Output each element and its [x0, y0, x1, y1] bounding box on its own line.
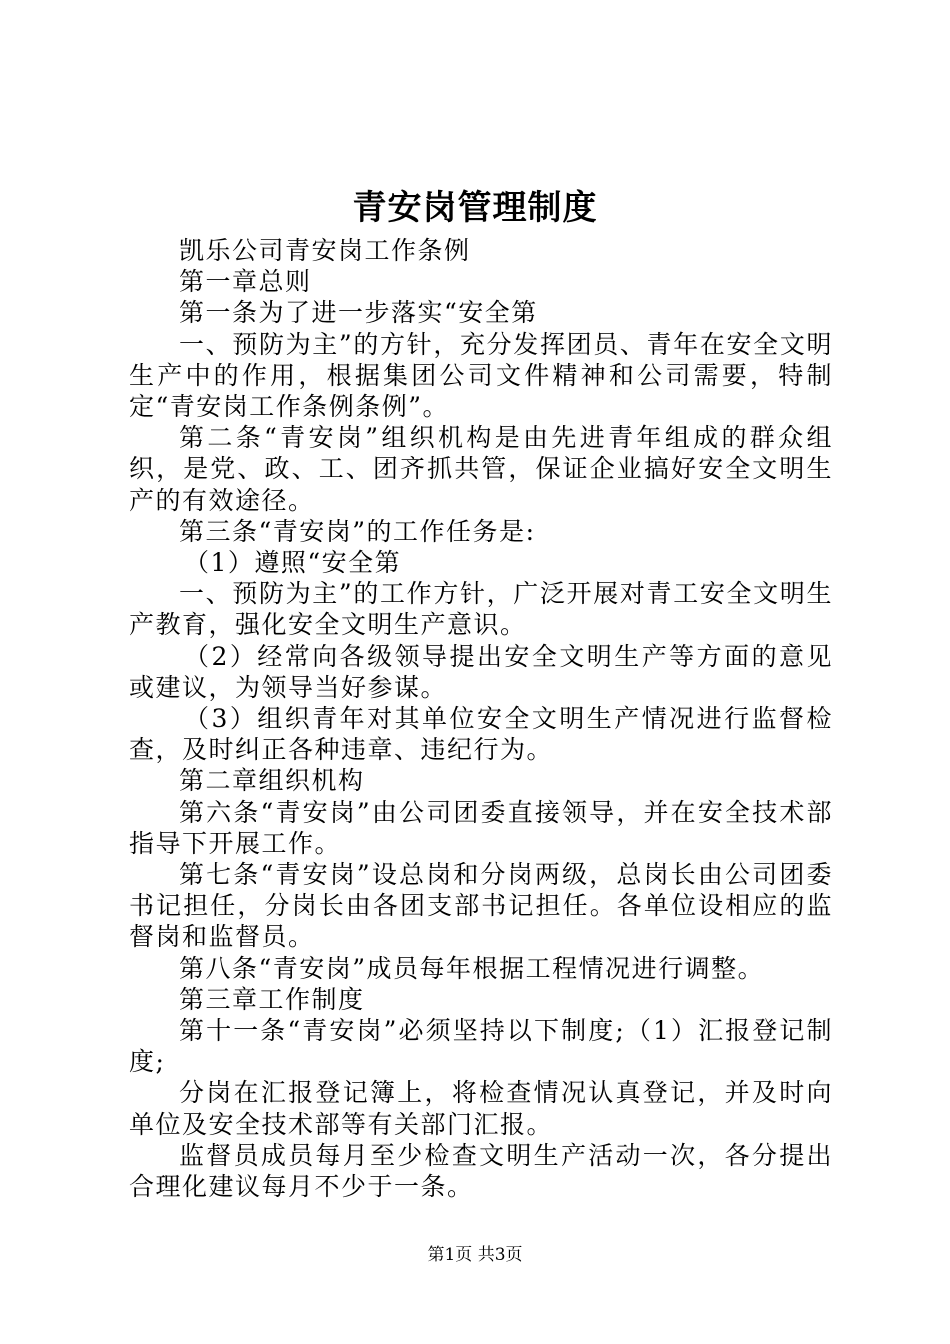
paragraph: 第一条为了进一步落实“安全第	[179, 298, 538, 328]
list-item: （1）遵照“安全第	[184, 548, 402, 578]
paragraph: 分岗在汇报登记簿上，将检查情况认真登记，并及时向单位及安全技术部等有关部门汇报。	[129, 1078, 833, 1139]
document-body	[129, 235, 833, 1202]
paragraph: 第三条“青安岗”的工作任务是:	[179, 516, 536, 546]
paragraph: 凯乐公司青安岗工作条例	[179, 236, 471, 265]
chapter-heading: 第二章组织机构	[179, 766, 365, 796]
paragraph: 一、预防为主”的工作方针，广泛开展对青工安全文明生产教育，强化安全文明生产意识。	[129, 579, 833, 640]
paragraph: 第二条“青安岗”组织机构是由先进青年组成的群众组织，是党、政、工、团齐抓共管，保证企业搞好安全文明生产的有效途径。	[129, 423, 833, 515]
paragraph: 第七条“青安岗”设总岗和分岗两级，总岗长由公司团委书记担任，分岗长由各团支部书记担任。各单位设相应的监督岗和监督员。	[129, 860, 833, 952]
paragraph: 第十一条“青安岗”必须坚持以下制度;（1）汇报登记制度;	[129, 1016, 833, 1077]
chapter-heading: 第三章工作制度	[179, 984, 365, 1014]
list-item: （2）经常向各级领导提出安全文明生产等方面的意见或建议，为领导当好参谋。	[129, 641, 833, 702]
paragraph: 监督员成员每月至少检查文明生产活动一次，各分提出合理化建议每月不少于一条。	[129, 1140, 833, 1202]
paragraph: 一、预防为主”的方针，充分发挥团员、青年在安全文明生产中的作用，根据集团公司文件精神和公司需要，特制定“青安岗工作条例条例”。	[129, 329, 833, 422]
page-title: 青安岗管理制度	[352, 188, 598, 228]
chapter-heading: 第一章总则	[179, 267, 312, 297]
paragraph: 第八条“青安岗”成员每年根据工程情况进行调整。	[179, 953, 765, 983]
paragraph: 第六条“青安岗”由公司团委直接领导，并在安全技术部指导下开展工作。	[129, 797, 833, 858]
page-footer: 第1页 共3页	[427, 1245, 523, 1265]
list-item: （3）组织青年对其单位安全文明生产情况进行监督检查，及时纠正各种违章、违纪行为。	[129, 704, 833, 765]
